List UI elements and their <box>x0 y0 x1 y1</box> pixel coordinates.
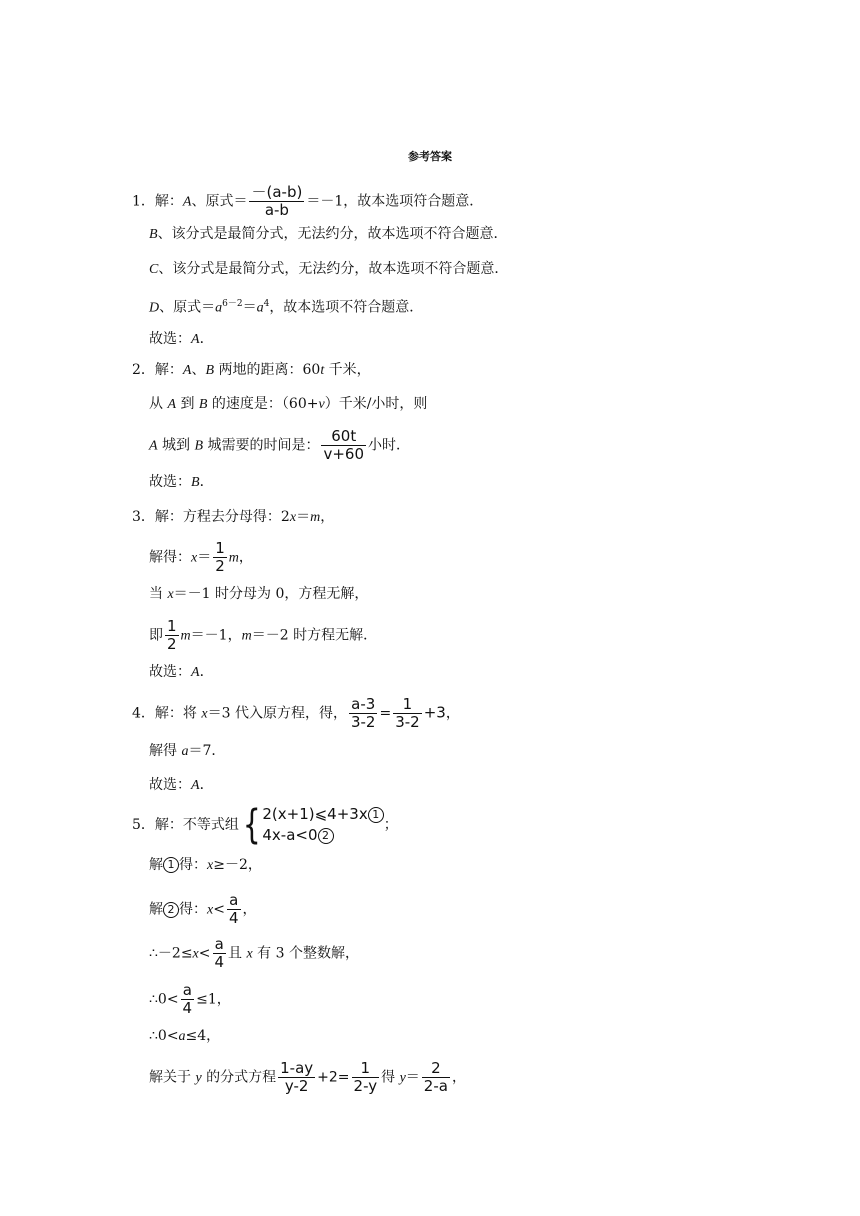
q1-number: 1． <box>132 193 155 210</box>
q3-fraction-1: $\frac{1}{2}$ <box>215 539 225 575</box>
q5-fraction-3: $\frac{a}{4}$ <box>182 981 193 1017</box>
circled-number-2: 2 <box>163 902 179 918</box>
q2-line-3: A 城到 B 城需要的时间是： $\frac{60t}{v+60}$ 小时． <box>149 427 411 463</box>
q5-number: 5． <box>132 817 155 833</box>
q1-answer: 故选：A． <box>149 331 214 347</box>
q4-fraction-1: $\frac{a-3}{3-2}$ <box>350 695 376 731</box>
q5-line-6: ∴0<a≤4， <box>149 1028 221 1044</box>
q5-fraction-4: $\frac{1-ay}{y-2}$ <box>280 1059 314 1095</box>
q5-fraction-6: $\frac{2}{2-a}$ <box>423 1059 448 1095</box>
q2-fraction: $\frac{60t}{v+60}$ <box>323 427 365 463</box>
q3-line-1: 3．解：方程去分母得：2x＝m， <box>132 509 335 525</box>
q2-line-1: 2．解：A、B 两地的距离：60t 千米， <box>132 362 371 378</box>
q4-fraction-2: $\frac{1}{3-2}$ <box>395 695 420 731</box>
q2-line-2: 从 A 到 B 的速度是：（60+v）千米/小时，则 <box>149 396 428 412</box>
q1-line-d: D、原式$=a^{6-2}=a^4$，故本选项不符合题意． <box>149 299 424 316</box>
inequality-system: 2(x+1)⩽4+3x 1 4x-a<0 2 <box>262 804 383 846</box>
circled-number-1: 1 <box>368 807 384 823</box>
q2-answer: 故选：B． <box>149 474 214 490</box>
q4-number: 4． <box>132 705 155 722</box>
q1-line-a: 1．解：A、原式＝ $\frac{-(a-b)}{a-b}$ ＝－1，故本选项符合题意． <box>132 183 484 219</box>
q5-line-3: 解 2 得：x< $\frac{a}{4}$ ， <box>149 891 257 927</box>
q1-line-c: C、该分式是最简分式，无法约分，故本选项不符合题意． <box>149 261 509 277</box>
q1-fraction: $\frac{-(a-b)}{a-b}$ <box>251 183 303 219</box>
q4-line-1: 4．解：将 x＝3 代入原方程，得， $\frac{a-3}{3-2}$ = $\frac{1}{3-2}$ +3， <box>132 695 460 731</box>
q4-line-2: 解得 a＝7． <box>149 743 226 759</box>
q5-fraction-5: $\frac{1}{2-y}$ <box>353 1059 378 1095</box>
q5-line-4: ∴－2≤x< $\frac{a}{4}$ 且 x 有 3 个整数解， <box>149 935 359 971</box>
q5-line-5: ∴0< $\frac{a}{4}$ ≤1， <box>149 981 231 1017</box>
page-title: 参考答案 <box>408 150 452 163</box>
q5-line-2: 解 1 得：x≥－2， <box>149 857 262 873</box>
q5-line-7: 解关于 y 的分式方程 $\frac{1-ay}{y-2}$ +2= $\frac{1}{2-y}$ 得 y＝ $\frac{2}{2-a}$ ， <box>149 1059 466 1095</box>
q3-line-3: 当 x＝－1 时分母为 0，方程无解， <box>149 586 369 602</box>
q4-answer: 故选：A． <box>149 777 214 793</box>
q1-line-b: B、该分式是最简分式，无法约分，故本选项不符合题意． <box>149 226 508 242</box>
q3-line-2: 解得：x＝ $\frac{1}{2}$ m， <box>149 539 253 575</box>
q3-answer: 故选：A． <box>149 664 214 680</box>
q3-line-4: 即 $\frac{1}{2}$ m＝－1，m＝－2 时方程无解． <box>149 617 378 653</box>
q5-fraction-1: $\frac{a}{4}$ <box>228 891 239 927</box>
q3-fraction-2: $\frac{1}{2}$ <box>167 617 177 653</box>
circled-number-2: 2 <box>318 828 334 844</box>
brace-symbol: { <box>242 802 261 848</box>
q3-number: 3． <box>132 509 155 525</box>
q2-number: 2． <box>132 362 155 378</box>
q5-fraction-2: $\frac{a}{4}$ <box>214 935 225 971</box>
q5-line-1: 5．解：不等式组{ 2(x+1)⩽4+3x 1 4x-a<0 2 ； <box>132 802 398 848</box>
circled-number-1: 1 <box>163 857 179 873</box>
